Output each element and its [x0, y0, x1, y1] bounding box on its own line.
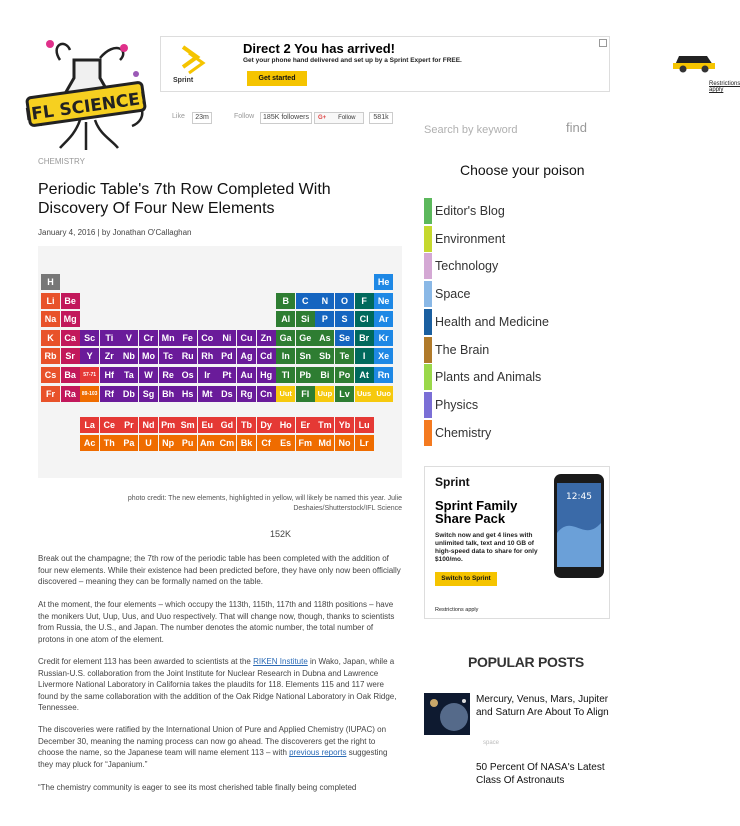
element-pt: Pt: [217, 367, 236, 383]
ad-headline: Direct 2 You has arrived!: [243, 41, 395, 56]
phone-icon: [553, 473, 605, 579]
sidebar-category-space[interactable]: [424, 281, 594, 307]
element-er: Er: [296, 417, 315, 433]
sidebar-category-health-and-medicine[interactable]: [424, 309, 594, 335]
category-label: Plants and Animals: [435, 370, 542, 385]
element-dy: Dy: [257, 417, 276, 433]
article-byline: January 4, 2016 | by Jonathan O'Callaghan: [38, 228, 192, 237]
paragraph-2: At the moment, the four elements – which occupy the 113th, 115th, 117th and 118th positions – have the monikers Uut, Uup, Uus, and Uuo respectively. That will change now, though, thanks to scientists from Russia, the U.S., and Japan. The number denotes the atomic number, the total number of protons in one atom of the element.: [38, 600, 395, 644]
element-in: In: [276, 348, 295, 364]
element-n: N: [315, 293, 334, 309]
element-zr: Zr: [100, 348, 119, 364]
element-pr: Pr: [119, 417, 138, 433]
element-rb: Rb: [41, 348, 60, 364]
element-f: F: [355, 293, 374, 309]
element-i: I: [355, 348, 374, 364]
element-pb: Pb: [296, 367, 315, 383]
element-sb: Sb: [315, 348, 334, 364]
element-c: C: [296, 293, 315, 309]
element-yb: Yb: [335, 417, 354, 433]
category-label: Editor's Blog: [435, 204, 505, 218]
element-gd: Gd: [217, 417, 236, 433]
element-hf: Hf: [100, 367, 119, 383]
element-fr: Fr: [41, 386, 60, 402]
sidebar-category-plants-and-animals[interactable]: [424, 364, 594, 390]
category-label: The Brain: [435, 342, 490, 357]
element-pu: Pu: [178, 435, 197, 451]
element-s: S: [335, 311, 354, 327]
element-ho: Ho: [276, 417, 295, 433]
sidebar-category-editor-s-blog[interactable]: [424, 198, 594, 224]
element-th: Th: [100, 435, 119, 451]
element-re: Re: [159, 367, 178, 383]
sidebar-ad[interactable]: [424, 466, 610, 619]
element-xe: Xe: [374, 348, 393, 364]
element-li: Li: [41, 293, 60, 309]
element-o: O: [335, 293, 354, 309]
popular-posts-heading: POPULAR POSTS: [468, 654, 584, 670]
element-cu: Cu: [237, 330, 256, 346]
sidebar-category-the-brain[interactable]: [424, 337, 594, 363]
element-tl: Tl: [276, 367, 295, 383]
ad-brand: Sprint: [173, 77, 194, 84]
element-db: Db: [119, 386, 138, 402]
element-cm: Cm: [217, 435, 236, 451]
switch-to-sprint-button[interactable]: Switch to Sprint: [435, 572, 497, 586]
element-br: Br: [355, 330, 374, 346]
element-hs: Hs: [178, 386, 197, 402]
element-rf: Rf: [100, 386, 119, 402]
element-cs: Cs: [41, 367, 60, 383]
paragraph-5: “The chemistry community is eager to see its most cherished table finally being completed: [38, 783, 357, 792]
element-ra: Ra: [61, 386, 80, 402]
like-label: Like: [172, 113, 185, 120]
category-color-bar: [424, 226, 432, 252]
paragraph-1: Break out the champagne; the 7th row of the periodic table has been completed with the addition of four new elements. While their existence had been predicted before, they have only now been officially discovered – meaning they can be formally named on the table.: [38, 554, 401, 587]
side-ad-headline: Sprint Family Share Pack: [435, 498, 518, 526]
element-89-103: 89-103: [80, 386, 99, 402]
element-fl: Fl: [296, 386, 315, 402]
paragraph-4: The discoveries were ratified by the International Union of Pure and Applied Chemistry (IUPAC) on December 30, meaning the naming process can now go ahead. The discoverers get the right to choose the name, so the Japanese team will name element 113 – with previous reports suggesting they may pluck for “Japanium.”: [38, 725, 388, 769]
element-lv: Lv: [335, 386, 354, 402]
element-pm: Pm: [159, 417, 178, 433]
element-md: Md: [315, 435, 334, 451]
element-ac: Ac: [80, 435, 99, 451]
element-tb: Tb: [237, 417, 256, 433]
element-nd: Nd: [139, 417, 158, 433]
share-count: 152K: [270, 529, 292, 539]
element-w: W: [139, 367, 158, 383]
element-sr: Sr: [61, 348, 80, 364]
category-label: Physics: [435, 397, 479, 412]
category-color-bar: [424, 420, 432, 446]
category-color-bar: [424, 253, 432, 279]
side-ad-restrictions[interactable]: Restrictions apply: [435, 607, 479, 613]
element-sn: Sn: [296, 348, 315, 364]
element-ti: Ti: [100, 330, 119, 346]
element-tc: Tc: [159, 348, 178, 364]
periodic-table-image: [38, 246, 402, 478]
category-label: Space: [435, 287, 471, 302]
side-ad-body: Switch now and get 4 lines with unlimited talk, text and 10 GB of high-speed data to share for only $100/mo.: [435, 532, 538, 563]
element-na: Na: [41, 311, 60, 327]
element-zn: Zn: [257, 330, 276, 346]
element-nb: Nb: [119, 348, 138, 364]
article-category[interactable]: CHEMISTRY: [38, 157, 85, 166]
category-label: Health and Medicine: [435, 314, 549, 329]
element-fm: Fm: [296, 435, 315, 451]
element-ce: Ce: [100, 417, 119, 433]
element-mn: Mn: [159, 330, 178, 346]
element-ni: Ni: [217, 330, 236, 346]
element-uup: Uup: [315, 386, 334, 402]
element-se: Se: [335, 330, 354, 346]
element-cd: Cd: [257, 348, 276, 364]
element-ds: Ds: [217, 386, 236, 402]
planets-thumbnail-icon[interactable]: [424, 693, 470, 735]
element-rg: Rg: [237, 386, 256, 402]
element-al: Al: [276, 311, 295, 327]
element-bh: Bh: [159, 386, 178, 402]
element-pa: Pa: [119, 435, 138, 451]
like-count[interactable]: 23m: [192, 112, 212, 124]
element-am: Am: [198, 435, 217, 451]
element-no: No: [335, 435, 354, 451]
side-ad-brand: Sprint: [435, 475, 470, 489]
element-mg: Mg: [61, 311, 80, 327]
element-pd: Pd: [217, 348, 236, 364]
element-v: V: [119, 330, 138, 346]
popular-post-2[interactable]: 50 Percent Of NASA's Latest Class Of Astronauts: [476, 762, 605, 786]
ad-close-icon[interactable]: [599, 39, 607, 47]
image-caption: photo credit: The new elements, highlighted in yellow, will likely be named this year. Julie Deshaies/Shutterstock/IFL Science: [127, 495, 402, 512]
article-title: Periodic Table's 7th Row Completed With Discovery Of Four New Elements: [38, 181, 331, 217]
element-ir: Ir: [198, 367, 217, 383]
popular-post-1[interactable]: Mercury, Venus, Mars, Jupiter and Saturn Are About To Align: [476, 694, 609, 718]
element-uuo: Uuo: [374, 386, 393, 402]
element-sc: Sc: [80, 330, 99, 346]
sidebar-category-technology[interactable]: [424, 253, 594, 279]
element-k: K: [41, 330, 60, 346]
paragraph-3: Credit for element 113 has been awarded to scientists at the RIKEN Institute in Wako, Japan, while a Russian-U.S. collaboration from the Joint Institute for Nuclear Research in Dubna and Lawrence Livermore National Laboratory in California takes the plaudits for 118. Elements 115 and 117 were found by the same collaboration with the addition of the Oak Ridge National Laboratory in Oak Ridge, Tennessee.: [38, 657, 397, 713]
category-color-bar: [424, 198, 432, 224]
element-57-71: 57-71: [80, 367, 99, 383]
element-te: Te: [335, 348, 354, 364]
element-sm: Sm: [178, 417, 197, 433]
phone-time: 12:45: [566, 492, 592, 502]
ad-restrictions-link[interactable]: Restrictions apply: [709, 81, 740, 93]
ad-subtext: Get your phone hand delivered and set up by a Sprint Expert for FREE.: [243, 57, 462, 64]
element-lr: Lr: [355, 435, 374, 451]
sidebar-category-environment[interactable]: [424, 226, 594, 252]
element-la: La: [80, 417, 99, 433]
element-sg: Sg: [139, 386, 158, 402]
element-ta: Ta: [119, 367, 138, 383]
element-cr: Cr: [139, 330, 158, 346]
element-hg: Hg: [257, 367, 276, 383]
element-as: As: [315, 330, 334, 346]
popular-post-1-category[interactable]: space: [483, 740, 500, 746]
element-b: B: [276, 293, 295, 309]
category-color-bar: [424, 309, 432, 335]
category-label: Chemistry: [435, 425, 492, 440]
element-tm: Tm: [315, 417, 334, 433]
category-label: Environment: [435, 231, 506, 246]
element-lu: Lu: [355, 417, 374, 433]
gplus-follow-button[interactable]: [314, 112, 364, 124]
gplus-icon: G+: [318, 115, 327, 121]
element-at: At: [355, 367, 374, 383]
follow-label: Follow: [234, 113, 255, 120]
twitter-followers[interactable]: 185K followers: [260, 112, 312, 124]
sidebar-category-chemistry[interactable]: [424, 420, 594, 446]
sidebar-category-physics[interactable]: [424, 392, 594, 418]
category-label: Technology: [435, 259, 499, 274]
element-y: Y: [80, 348, 99, 364]
element-ar: Ar: [374, 311, 393, 327]
element-au: Au: [237, 367, 256, 383]
element-uut: Uut: [276, 386, 295, 402]
element-cl: Cl: [355, 311, 374, 327]
element-ag: Ag: [237, 348, 256, 364]
element-rh: Rh: [198, 348, 217, 364]
category-color-bar: [424, 364, 432, 390]
element-mo: Mo: [139, 348, 158, 364]
element-es: Es: [276, 435, 295, 451]
search-input[interactable]: [424, 121, 554, 139]
car-icon: [671, 47, 717, 73]
element-eu: Eu: [198, 417, 217, 433]
element-ca: Ca: [61, 330, 80, 346]
element-si: Si: [296, 311, 315, 327]
element-cf: Cf: [257, 435, 276, 451]
element-cn: Cn: [257, 386, 276, 402]
logo-text: IFL SCIENCE!: [23, 88, 149, 126]
element-mt: Mt: [198, 386, 217, 402]
element-ne: Ne: [374, 293, 393, 309]
element-he: He: [374, 274, 393, 290]
ad-get-started-button[interactable]: Get started: [247, 71, 307, 86]
element-ge: Ge: [296, 330, 315, 346]
element-os: Os: [178, 367, 197, 383]
element-ga: Ga: [276, 330, 295, 346]
ifl-science-logo[interactable]: [20, 30, 152, 152]
riken-institute-link[interactable]: RIKEN Institute: [253, 657, 308, 666]
element-be: Be: [61, 293, 80, 309]
find-button[interactable]: find: [566, 120, 587, 135]
element-po: Po: [335, 367, 354, 383]
element-ru: Ru: [178, 348, 197, 364]
sidebar-heading: Choose your poison: [460, 162, 585, 178]
element-h: H: [41, 274, 60, 290]
element-p: P: [315, 311, 334, 327]
element-bk: Bk: [237, 435, 256, 451]
element-np: Np: [159, 435, 178, 451]
previous-reports-link[interactable]: previous reports: [289, 748, 347, 758]
top-ad-banner[interactable]: [160, 36, 740, 93]
element-co: Co: [198, 330, 217, 346]
gplus-count: 581k: [369, 112, 393, 124]
category-color-bar: [424, 281, 432, 307]
element-ba: Ba: [61, 367, 80, 383]
element-kr: Kr: [374, 330, 393, 346]
element-fe: Fe: [178, 330, 197, 346]
element-uus: Uus: [355, 386, 374, 402]
element-bi: Bi: [315, 367, 334, 383]
gplus-label: Follow: [338, 115, 356, 121]
element-rn: Rn: [374, 367, 393, 383]
category-color-bar: [424, 392, 432, 418]
category-color-bar: [424, 337, 432, 363]
element-u: U: [139, 435, 158, 451]
